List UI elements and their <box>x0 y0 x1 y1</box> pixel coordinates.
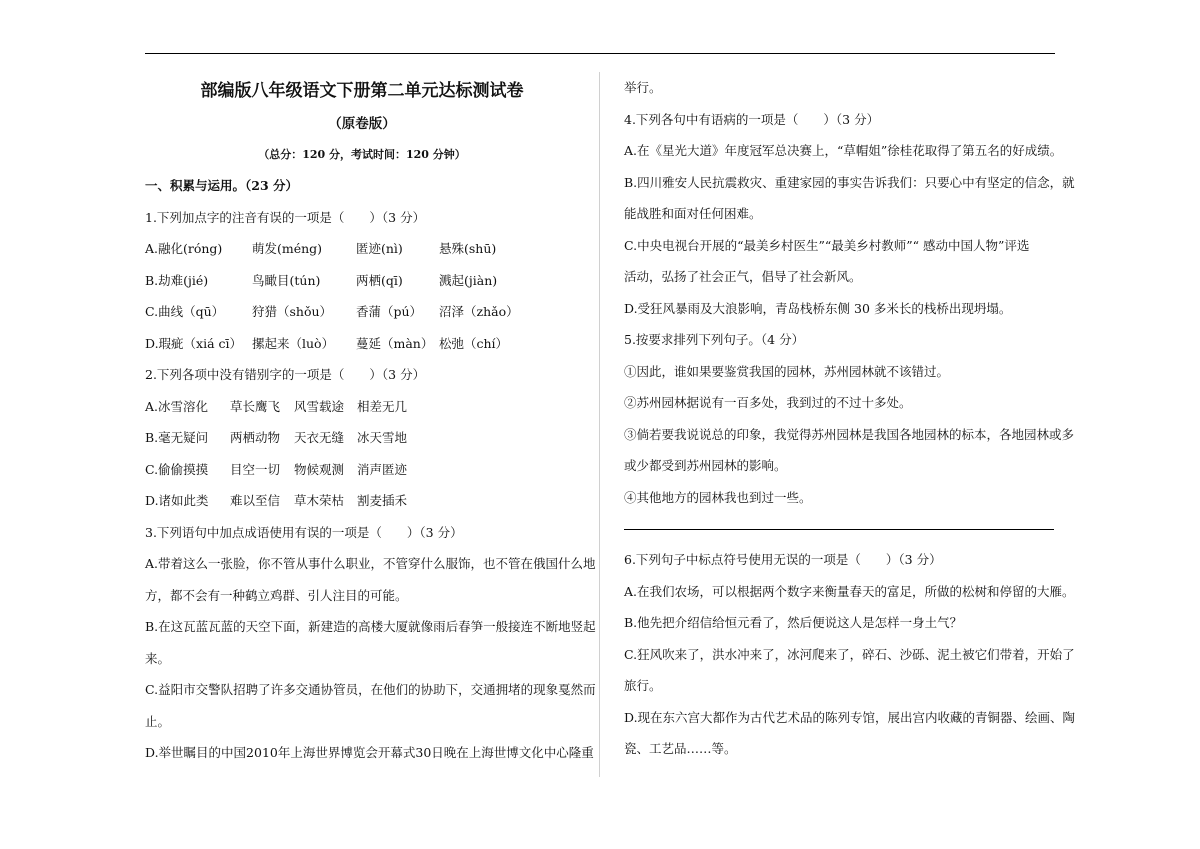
option-item: 鸟瞰目(tún) <box>252 272 321 288</box>
q2-option-c <box>145 454 579 486</box>
q3-option-c-line1: C.益阳市交警队招聘了许多交通协管员，在他们的协助下，交通拥堵的现象戛然而 <box>145 682 596 697</box>
option-item: 两栖动物 <box>230 430 281 445</box>
q5-sentence-3-line1: ③倘若要我说说总的印象，我觉得苏州园林是我国各地园林的标本，各地园林或多 <box>624 426 1075 442</box>
q2-stem: 2.下列各项中没有错别字的一项是（ ）（3 分） <box>145 367 426 382</box>
option-item: 狩猎（shǒu） <box>252 304 333 319</box>
q4-option-b-line1: B.四川雅安人民抗震救灾、重建家园的事实告诉我们：只要心中有坚定的信念，就 <box>624 174 1075 190</box>
option-item: 沼泽（zhǎo） <box>439 304 519 319</box>
option-item: 难以至信 <box>230 493 281 508</box>
q5-sentence-3-line2: 或少都受到苏州园林的影响。 <box>624 458 787 473</box>
exam-subtitle: （原卷版） <box>328 116 396 132</box>
q4-option-c-line1: C.中央电视台开展的“最美乡村医生”“最美乡村教师”“ 感动中国人物”评选 <box>624 237 1030 253</box>
q6-option-d-line1: D.现在东六宫大都作为古代艺术品的陈列专馆，展出宫内收藏的青铜器、绘画、陶 <box>624 709 1076 725</box>
left-column <box>145 72 596 769</box>
q5-sentence-1: ①因此，谁如果要鉴赏我国的园林，苏州园林就不该错过。 <box>624 363 950 379</box>
q1-option-a <box>145 233 579 265</box>
option-item: 目空一切 <box>230 461 281 477</box>
option-item: 萌发(méng) <box>252 241 323 256</box>
option-item: 松弛（chí） <box>439 335 509 351</box>
q6-stem: 6.下列句子中标点符号使用无误的一项是（ ）（3 分） <box>624 552 942 567</box>
option-item: 冰天雪地 <box>357 430 408 445</box>
q4-stem: 4.下列各句中有语病的一项是（ ）（3 分） <box>624 111 880 127</box>
option-item: 消声匿迹 <box>357 461 408 477</box>
option-item: 物候观测 <box>294 461 345 477</box>
q1-stem: 1.下列加点字的注音有误的一项是（ ）（3 分） <box>145 209 426 225</box>
q2-option-b <box>145 422 579 454</box>
option-item: A.冰雪溶化 <box>145 398 209 414</box>
option-item: 草木荣枯 <box>294 493 345 508</box>
q1-option-d <box>145 328 579 360</box>
q1-option-c <box>145 296 579 328</box>
q5-stem: 5.按要求排列下列句子。（4 分） <box>624 332 805 347</box>
option-item: B.毫无疑问 <box>145 430 209 445</box>
q5-sentence-4: ④其他地方的园林我也到过一些。 <box>624 489 812 505</box>
q3-option-b-line1: B.在这瓦蓝瓦蓝的天空下面，新建造的高楼大厦就像雨后春笋一般接连不断地竖起 <box>145 619 596 634</box>
option-item: A.融化(róng) <box>145 241 223 256</box>
q4-option-d: D.受狂风暴雨及大浪影响，青岛栈桥东侧 30 多米长的栈桥出现坍塌。 <box>624 300 1012 316</box>
q6-option-c-line1: C.狂风吹来了，洪水冲来了，冰河爬来了，碎石、沙砾、泥土被它们带着，开始了 <box>624 646 1075 662</box>
option-item: 香蒲（pú） <box>356 304 423 319</box>
q3-option-d-line2: 举行。 <box>624 80 662 95</box>
option-item: B.劫难(jié) <box>145 272 209 288</box>
q2-option-a <box>145 391 579 423</box>
option-item: D.诸如此类 <box>145 493 209 508</box>
q2-option-d <box>145 485 579 517</box>
option-item: 草长鹰飞 <box>230 398 281 414</box>
q3-option-a-line2: 方，都不会有一种鹤立鸡群、引人注目的可能。 <box>145 587 408 603</box>
right-column <box>624 72 1076 765</box>
q6-option-b: B.他先把介绍信给恒元看了，然后便说这人是怎样一身土气？ <box>624 615 963 630</box>
q3-stem: 3.下列语句中加点成语使用有误的一项是（ ）（3 分） <box>145 524 463 540</box>
q3-option-a-line1: A.带着这么一张脸，你不管从事什么职业，不管穿什么服饰，也不管在俄国什么地 <box>145 556 596 571</box>
option-item: D.瑕疵（xiá cī） <box>145 335 243 351</box>
q6-option-a: A.在我们农场，可以根据两个数字来衡量春天的富足，所做的松树和停留的大雁。 <box>624 583 1075 599</box>
column-divider <box>599 72 600 777</box>
option-item: 溅起(jiàn) <box>439 272 498 288</box>
option-item: 匿迹(nì) <box>356 241 403 256</box>
exam-meta: （总分：120 分，考试时间：120 分钟） <box>258 148 466 161</box>
q3-option-c-line2: 止。 <box>145 713 171 729</box>
q3-option-d-line1: D.举世瞩目的中国2010年上海世界博览会开幕式30日晚在上海世博文化中心隆重 <box>145 745 594 760</box>
exam-title: 部编版八年级语文下册第二单元达标测试卷 <box>200 81 524 101</box>
option-item: 蔓延（màn） <box>356 335 434 351</box>
q5-sentence-2: ②苏州园林据说有一百多处，我到过的不过十多处。 <box>624 395 912 410</box>
option-item: 两栖(qī) <box>356 272 403 288</box>
option-item: 割麦插禾 <box>357 493 408 508</box>
q1-option-b <box>145 265 579 297</box>
q6-option-d-line2: 瓷、工艺品……等。 <box>624 741 737 756</box>
option-item: 摞起来（luò） <box>252 335 335 351</box>
q4-option-c-line2: 活动，弘扬了社会正气，倡导了社会新风。 <box>624 269 862 284</box>
q6-option-c-line2: 旅行。 <box>624 678 662 693</box>
option-item: C.曲线（qū） <box>145 304 225 319</box>
answer-blank-line <box>624 529 1054 530</box>
option-item: 天衣无缝 <box>294 430 345 445</box>
q3-option-b-line2: 来。 <box>145 650 171 666</box>
option-item: 悬殊(shū) <box>439 241 497 256</box>
top-rule <box>145 53 1055 54</box>
section-heading: 一、积累与运用。（23 分） <box>145 178 298 193</box>
q4-option-b-line2: 能战胜和面对任何困难。 <box>624 206 762 221</box>
option-item: 风雪载途 <box>294 398 345 414</box>
q4-option-a: A.在《星光大道》年度冠军总决赛上，“草帽姐”徐桂花取得了第五名的好成绩。 <box>624 143 1063 158</box>
option-item: C.偷偷摸摸 <box>145 461 209 477</box>
option-item: 相差无几 <box>357 398 408 414</box>
